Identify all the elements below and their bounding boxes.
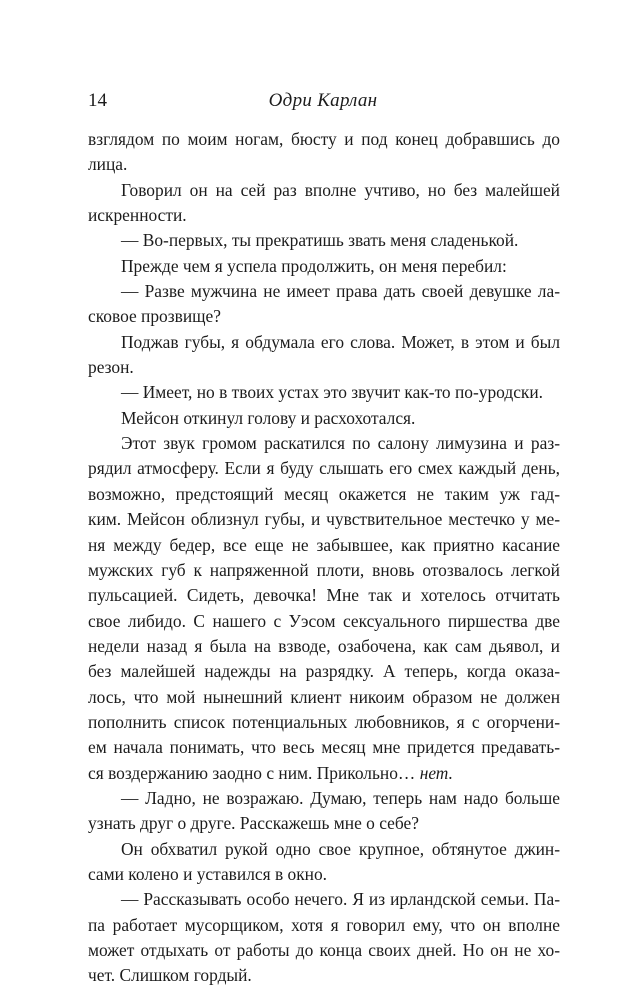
text-line xyxy=(88,330,560,355)
text-line-content: па работает мусорщиком, хотя я говорил ему, что он вполне xyxy=(88,914,560,935)
text-line-content: лица. xyxy=(88,154,128,175)
text-line-content: — Ладно, не возражаю. Думаю, теперь нам надо больше xyxy=(121,787,560,808)
text-line-content: без малейшей надежды на разрядку. А теперь, когда оказа- xyxy=(88,661,560,682)
running-head xyxy=(88,88,558,114)
text-line xyxy=(88,228,560,253)
text-line-content: искренности. xyxy=(88,205,187,226)
text-line-content: ня между бедер, все еще не забывшее, как приятно касание xyxy=(88,534,560,555)
text-line xyxy=(88,761,560,786)
text-line xyxy=(88,913,560,938)
text-line xyxy=(88,355,560,380)
text-line xyxy=(88,938,560,963)
text-line-content: — Имеет, но в твоих устах это звучит как-то по-уродски. xyxy=(121,382,544,403)
text-line xyxy=(88,203,560,228)
text-line xyxy=(88,279,560,304)
text-line-content: Мейсон откинул голову и расхохотался. xyxy=(121,407,416,428)
text-line xyxy=(88,482,560,507)
body-text xyxy=(88,127,560,989)
text-line-content: Прежде чем я успела продолжить, он меня перебил: xyxy=(121,255,507,276)
italic-emphasis: нет. xyxy=(419,762,453,783)
text-line xyxy=(88,685,560,710)
running-head-author: Одри Карлан xyxy=(268,90,378,111)
text-line xyxy=(88,786,560,811)
text-line xyxy=(88,507,560,532)
text-line xyxy=(88,254,560,279)
text-line-content: чет. Слишком гордый. xyxy=(88,965,252,986)
text-line xyxy=(88,837,560,862)
text-line xyxy=(88,963,560,988)
text-line xyxy=(88,558,560,583)
text-line xyxy=(88,533,560,558)
text-line xyxy=(88,431,560,456)
text-line-content: ем начала понимать, что весь месяц мне придется предавать- xyxy=(88,737,560,758)
text-line-content: Говорил он на сей раз вполне учтиво, но без малейшей xyxy=(121,179,560,200)
text-line xyxy=(88,583,560,608)
page-number: 14 xyxy=(88,90,107,111)
text-line-content: — Рассказывать особо нечего. Я из ирландской семьи. Па- xyxy=(121,889,560,910)
text-line-content: — Во-первых, ты прекратишь звать меня сладенькой. xyxy=(121,230,519,251)
text-line-content: Он обхватил рукой одно свое крупное, обтянутое джин- xyxy=(121,838,560,859)
text-line-content: взглядом по моим ногам, бюсту и под конец добравшись до xyxy=(88,129,560,149)
text-line-content: рядил атмосферу. Если я буду слышать его смех каждый день, xyxy=(88,458,560,479)
text-line xyxy=(88,710,560,735)
text-line-content: Этот звук громом раскатился по салону лимузина и раз- xyxy=(121,433,560,454)
text-line-content: резон. xyxy=(88,357,134,378)
text-line-content: сами колено и уставился в окно. xyxy=(88,863,328,884)
text-line-content: свое либидо. С нашего с Уэсом сексуального пиршества две xyxy=(88,610,560,631)
text-line xyxy=(88,406,560,431)
text-line xyxy=(88,178,560,203)
text-line-content: пульсацией. Сидеть, девочка! Мне так и хотелось отчитать xyxy=(88,585,560,606)
text-line-content: Поджав губы, я обдумала его слова. Может, в этом и был xyxy=(121,331,560,352)
text-line xyxy=(88,380,560,405)
text-line-content: узнать друг о друге. Расскажешь мне о себе? xyxy=(88,813,419,834)
text-line-content: пополнить список потенциальных любовников, я с огорчени- xyxy=(88,711,560,732)
text-line xyxy=(88,659,560,684)
text-line-content: лось, что мой нынешний клиент никоим образом не должен xyxy=(88,686,560,707)
text-line-content: возможно, предстоящий месяц окажется не таким уж гад- xyxy=(88,483,560,504)
text-line-content: — Разве мужчина не имеет права дать своей девушке ла- xyxy=(121,281,560,302)
text-line-content: ся воздержанию заодно с ним. Прикольно… xyxy=(88,762,416,783)
text-line xyxy=(88,152,560,177)
text-line xyxy=(88,127,560,152)
text-line xyxy=(88,735,560,760)
text-line-content: сковое прозвище? xyxy=(88,306,221,327)
text-line-content: ким. Мейсон облизнул губы, и чувствительное местечко у ме- xyxy=(88,509,560,530)
text-line-content: мужских губ к напряженной плоти, вновь отозвалось легкой xyxy=(88,559,560,580)
text-line xyxy=(88,456,560,481)
text-line xyxy=(88,609,560,634)
text-line xyxy=(88,634,560,659)
text-line xyxy=(88,811,560,836)
text-line xyxy=(88,887,560,912)
text-line-content: может отдыхать от работы до конца своих дней. Но он не хо- xyxy=(88,940,560,960)
text-line xyxy=(88,304,560,329)
text-line-content: недели назад я была на взводе, озабочена, как сам дьявол, и xyxy=(88,635,560,656)
text-line xyxy=(88,862,560,887)
